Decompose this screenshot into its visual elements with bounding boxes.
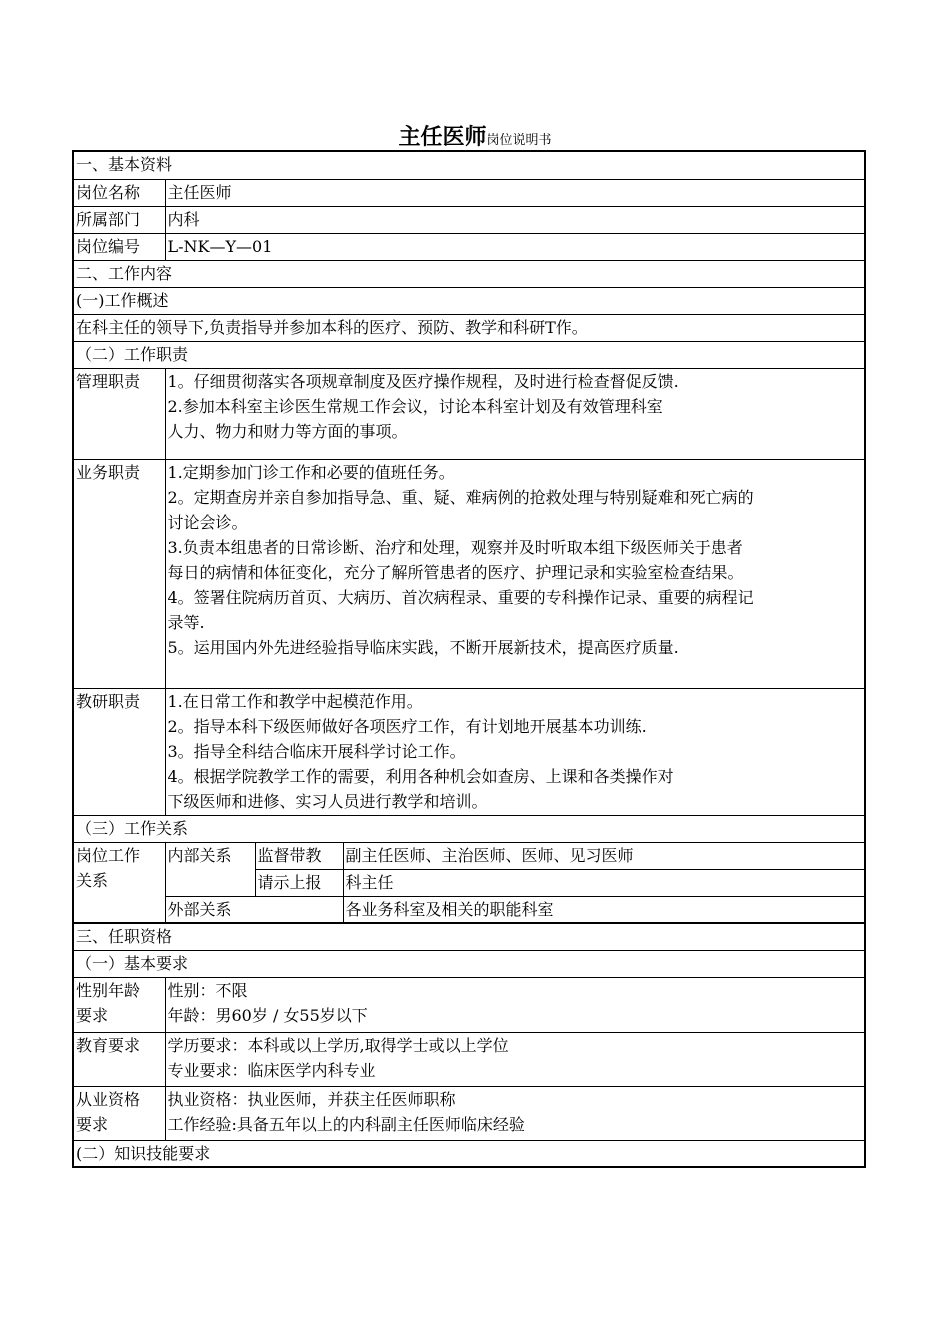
supervise-label: 监督带教 — [255, 842, 343, 869]
relations-label-line: 关系 — [76, 870, 109, 890]
business-duty-label: 业务职责 — [73, 459, 165, 688]
management-duty-label: 管理职责 — [73, 368, 165, 459]
section-content-header: 二、工作内容 — [73, 260, 865, 287]
duty-line: 1。仔细贯彻落实各项规章制度及医疗操作规程，及时进行检查督促反馈. — [167, 371, 679, 391]
knowledge-skills-header: (二）知识技能要求 — [73, 1140, 865, 1167]
duty-line: 5。运用国内外先进经验指导临床实践，不断开展新技术，提高医疗质量. — [167, 637, 679, 657]
business-duty-content — [165, 459, 865, 688]
duty-line: 4。签署住院病历首页、大病历、首次病程录、重要的专科操作记录、重要的病程记 — [167, 587, 754, 607]
management-duty-content — [165, 368, 865, 459]
overview-text: 在科主任的领导下,负责指导并参加本科的医疗、预防、教学和科研T作。 — [73, 314, 865, 341]
relations-header: （三）工作关系 — [73, 815, 865, 842]
duty-line: 下级医师和进修、实习人员进行教学和培训。 — [167, 791, 488, 811]
certification-label-line: 从业资格 — [76, 1089, 141, 1109]
duty-line: 3.负责本组患者的日常诊断、治疗和处理，观察并及时听取本组下级医师关于患者 — [167, 537, 743, 557]
report-value: 科主任 — [343, 869, 865, 896]
internal-relations-label: 内部关系 — [165, 842, 255, 896]
certification-label-line: 要求 — [76, 1114, 109, 1134]
requirement-line: 年龄：男60岁 / 女55岁以下 — [167, 1005, 368, 1025]
external-relations-value: 各业务科室及相关的职能科室 — [343, 896, 865, 923]
duty-line: 3。指导全科结合临床开展科学讨论工作。 — [167, 741, 466, 761]
title-sub: 岗位说明书 — [486, 133, 552, 148]
external-relations-label: 外部关系 — [165, 896, 343, 923]
duties-header: （二）工作职责 — [73, 341, 865, 368]
duty-line: 录等. — [167, 612, 205, 632]
title-main: 主任医师 — [398, 125, 487, 150]
section-qualification-header: 三、任职资格 — [73, 923, 865, 950]
report-label: 请示上报 — [255, 869, 343, 896]
requirement-line: 性别：不限 — [167, 980, 248, 1000]
section-basic-header: 一、基本资料 — [73, 151, 865, 179]
duty-line: 2。定期查房并亲自参加指导急、重、疑、难病例的抢救处理与特别疑难和死亡病的 — [167, 487, 754, 507]
duty-line: 讨论会诊。 — [167, 512, 248, 532]
post-name-label: 岗位名称 — [73, 179, 165, 206]
gender-age-label — [73, 977, 165, 1032]
supervise-value: 副主任医师、主治医师、医师、见习医师 — [343, 842, 865, 869]
duty-line: 每日的病情和体征变化，充分了解所管患者的医疗、护理记录和实验室检查结果。 — [167, 562, 744, 582]
post-code-label: 岗位编号 — [73, 233, 165, 260]
duty-line: 2.参加本科室主诊医生常规工作会议，讨论本科室计划及有效管理科室 — [167, 396, 663, 416]
certification-content — [165, 1086, 865, 1140]
post-code-value: L-NK—Y—01 — [165, 233, 865, 260]
relations-label — [73, 842, 165, 923]
duty-line: 2。指导本科下级医师做好各项医疗工作，有计划地开展基本功训练. — [167, 716, 647, 736]
basic-requirements-header: （一）基本要求 — [73, 950, 865, 977]
department-label: 所属部门 — [73, 206, 165, 233]
gender-age-content — [165, 977, 865, 1032]
education-label: 教育要求 — [73, 1032, 165, 1086]
requirement-line: 执业资格：执业医师，并获主任医师职称 — [167, 1089, 456, 1109]
requirement-line: 学历要求：本科或以上学历,取得学士或以上学位 — [167, 1035, 509, 1055]
relations-label-line: 岗位工作 — [76, 845, 141, 865]
job-description-table — [72, 150, 866, 1168]
duty-line: 人力、物力和财力等方面的事项。 — [167, 421, 408, 441]
department-value: 内科 — [165, 206, 865, 233]
duty-line: 1.在日常工作和教学中起模范作用。 — [167, 691, 423, 711]
requirement-line: 工作经验:具备五年以上的内科副主任医师临床经验 — [167, 1114, 525, 1134]
teaching-duty-content — [165, 688, 865, 815]
certification-label — [73, 1086, 165, 1140]
duty-line: 1.定期参加门诊工作和必要的值班任务。 — [167, 462, 455, 482]
gender-age-label-line: 要求 — [76, 1005, 109, 1025]
requirement-line: 专业要求：临床医学内科专业 — [167, 1060, 376, 1080]
education-content — [165, 1032, 865, 1086]
duty-line: 4。根据学院教学工作的需要，利用各种机会如查房、上课和各类操作对 — [167, 766, 674, 786]
teaching-duty-label: 教研职责 — [73, 688, 165, 815]
overview-header: (一)工作概述 — [73, 287, 865, 314]
gender-age-label-line: 性别年龄 — [76, 980, 141, 1000]
post-name-value: 主任医师 — [165, 179, 865, 206]
